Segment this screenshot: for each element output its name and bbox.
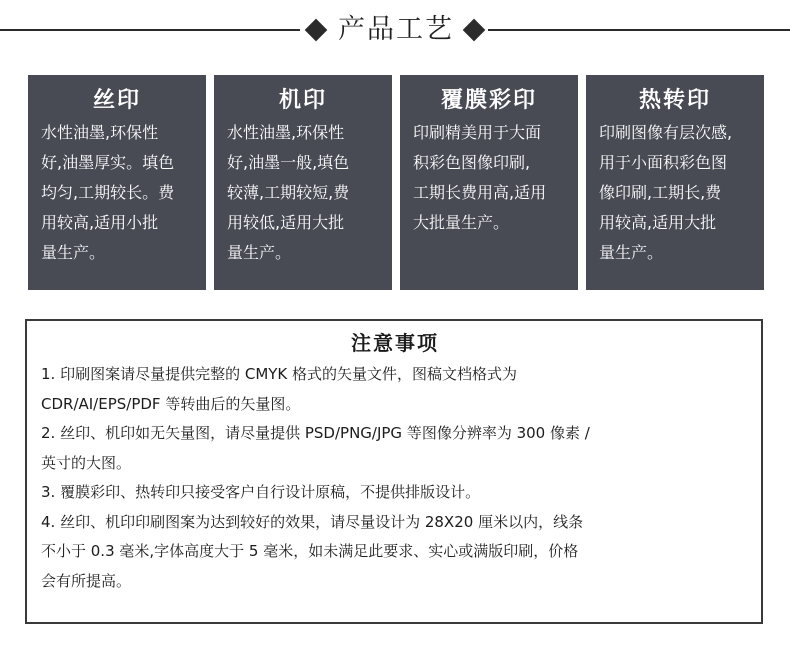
card-text-line: 工期长费用高,适用	[413, 183, 547, 202]
card-text-line: 均匀,工期较长。费	[41, 183, 175, 202]
notes-title: 注意事项	[351, 331, 439, 355]
card-title: 丝印	[92, 88, 141, 113]
section-header	[0, 10, 790, 50]
card-text-line: 印刷精美用于大面	[413, 123, 542, 142]
note-line: 2. 丝印、机印如无矢量图，请尽量提供 PSD/PNG/JPG 等图像分辨率为 300 像素 /	[41, 424, 590, 442]
card-text-line: 好,油墨一般,填色	[227, 153, 350, 172]
card-text-line: 用较高,适用大批	[599, 213, 717, 232]
card-text-line: 好,油墨厚实。填色	[41, 153, 175, 172]
card-text-line: 水性油墨,环保性	[41, 123, 159, 142]
note-line: 4. 丝印、机印印刷图案为达到较好的效果，请尽量设计为 28X20 厘米以内，线条	[41, 512, 584, 531]
diamond-icon	[463, 19, 486, 42]
card-text-line: 用较低,适用大批	[227, 213, 345, 232]
note-line: 3. 覆膜彩印、热转印只接受客户自行设计原稿，不提供排版设计。	[41, 483, 481, 501]
header-rule-right	[488, 29, 790, 31]
note-line: CDR/AI/EPS/PDF 等转曲后的矢量图。	[41, 394, 301, 413]
note-line: 会有所提高。	[41, 571, 132, 590]
card-text-line: 量生产。	[41, 243, 106, 262]
process-cards	[28, 75, 764, 290]
card-text-line: 量生产。	[227, 243, 292, 262]
process-card-silkscreen	[28, 75, 206, 290]
card-text-line: 用于小面积彩色图	[599, 153, 728, 172]
card-title: 机印	[278, 88, 327, 113]
card-text-line: 水性油墨,环保性	[227, 123, 345, 142]
card-text-line: 积彩色图像印刷,	[413, 153, 531, 172]
card-title: 覆膜彩印	[440, 88, 537, 113]
card-text-line: 用较高,适用小批	[41, 213, 159, 232]
card-title: 热转印	[638, 88, 711, 113]
card-text-line: 印刷图像有层次感,	[599, 123, 733, 142]
notes-box	[25, 319, 763, 624]
note-line: 不小于 0.3 毫米,字体高度大于 5 毫米，如未满足此要求、实心或满版印刷，价格	[41, 542, 579, 560]
process-card-laminated-color	[400, 75, 578, 290]
card-text-line: 像印刷,工期长,费	[599, 183, 722, 202]
process-card-heat-transfer	[586, 75, 764, 290]
diamond-icon	[305, 19, 328, 42]
note-line: 英寸的大图。	[41, 453, 132, 472]
card-text-line: 大批量生产。	[413, 213, 510, 232]
header-rule-left	[0, 29, 300, 31]
card-text-line: 量生产。	[599, 243, 664, 262]
section-title: 产品工艺	[338, 14, 454, 45]
note-line: 1. 印刷图案请尽量提供完整的 CMYK 格式的矢量文件，图稿文档格式为	[41, 365, 518, 383]
process-card-machine-print	[214, 75, 392, 290]
card-text-line: 较薄,工期较短,费	[227, 183, 350, 202]
